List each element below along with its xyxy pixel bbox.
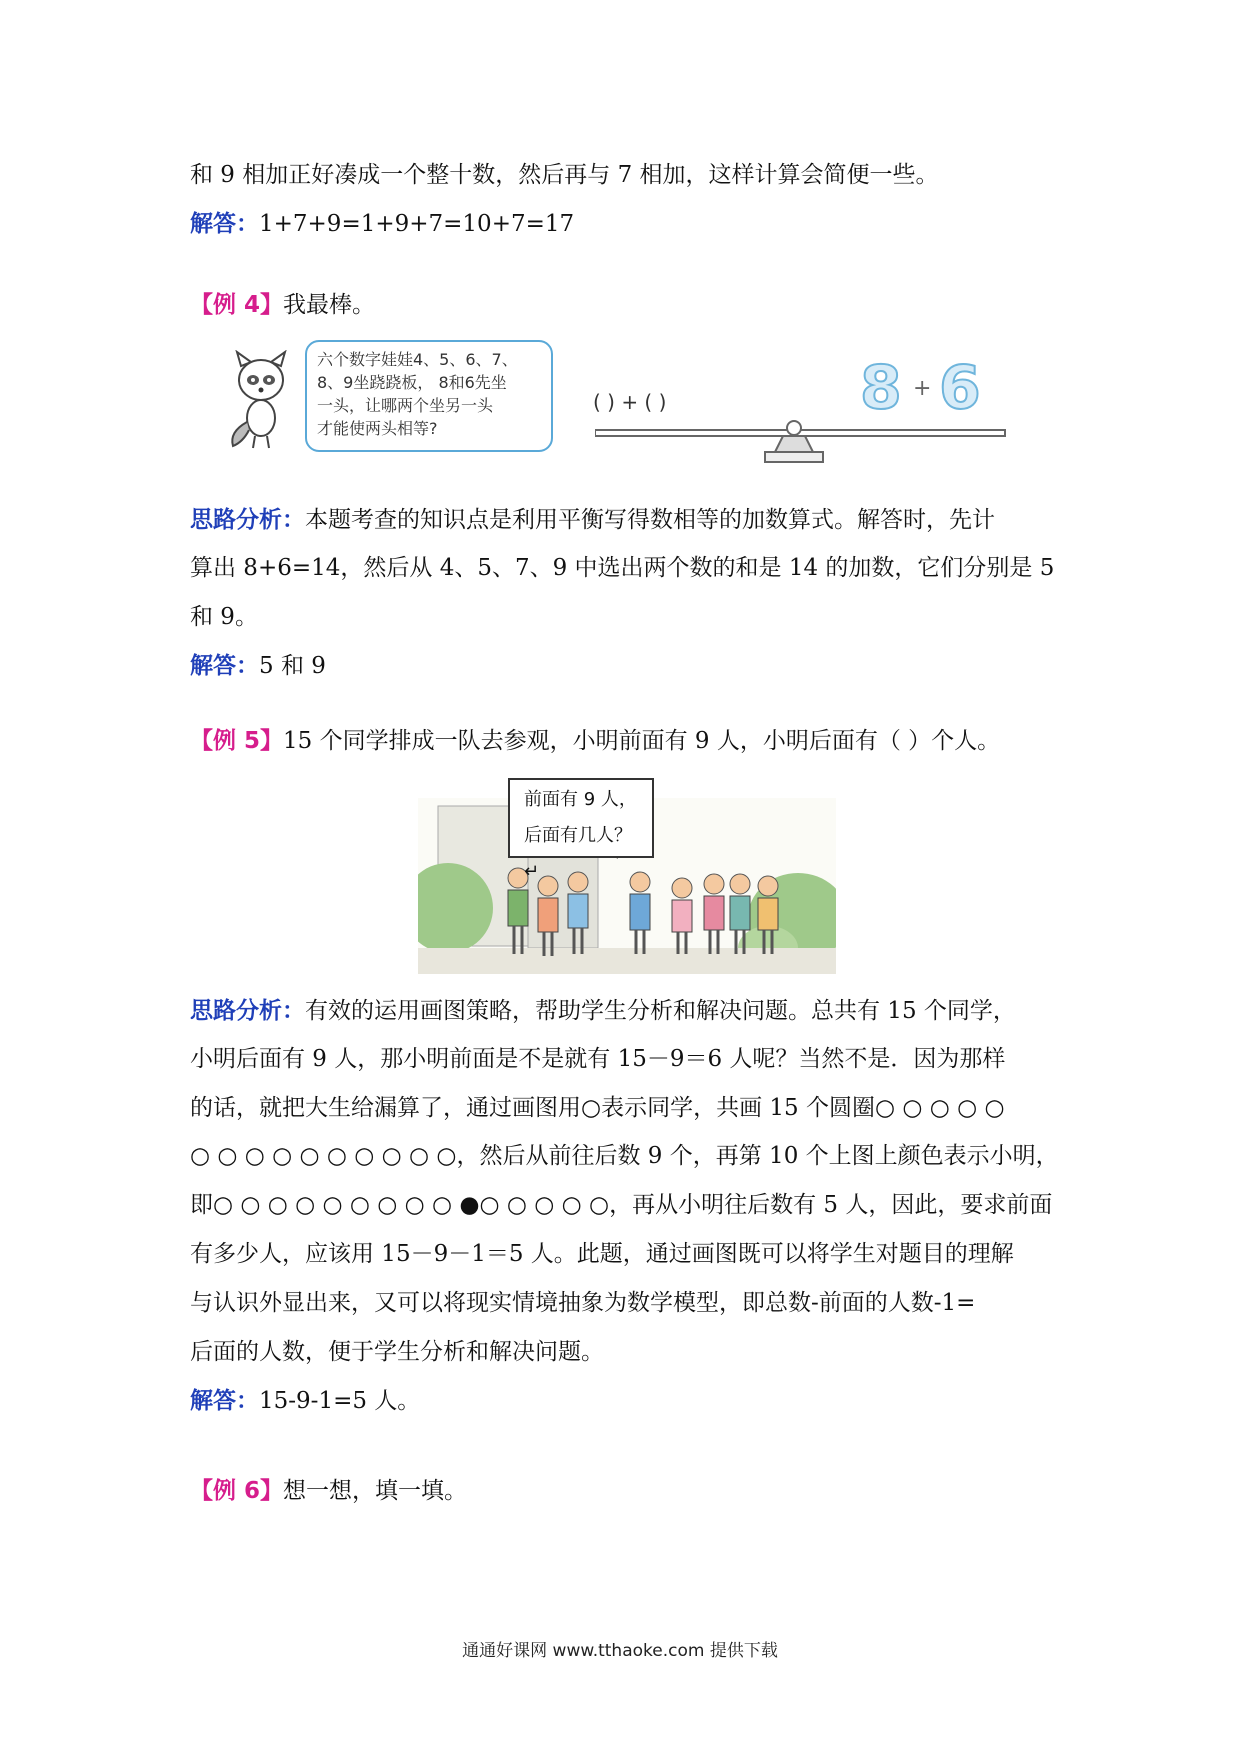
answer-label: 解答： [190, 653, 259, 679]
analysis-5-line-1 [190, 996, 1016, 1026]
analysis-label: 思路分析： [190, 507, 305, 533]
example-label: 【例 6】 [190, 1478, 284, 1504]
footer: 通通好课网 www.tthaoke.com 提供下载 [462, 1641, 778, 1661]
answer-1 [190, 209, 574, 239]
analysis-text: 后面的人数，便于学生分析和解决问题。 [190, 1339, 604, 1365]
question-bubble: 六个数字娃娃4、5、6、7、 8、9坐跷跷板， 8和6先坐 一头，让哪两个坐另一头 才能使两头相等? [305, 340, 553, 452]
analysis-text: 即○ ○ ○ ○ ○ ○ ○ ○ ○ ●○ ○ ○ ○ ○，再从小明往后数有 5 人，因此，要求前面 [190, 1192, 1053, 1218]
analysis-text: 算出 8+6=14，然后从 4、5、7、9 中选出两个数的和是 14 的加数，它们分别是 5 [190, 555, 1055, 581]
analysis-text: 本题考查的知识点是利用平衡写得数相等的加数算式。解答时，先计 [305, 507, 995, 533]
example-text: 15 个同学排成一队去参观，小明前面有 9 人，小明后面有（ ）个人。 [283, 728, 1001, 754]
seesaw-figure [225, 340, 1015, 475]
example-label: 【例 5】 [190, 728, 284, 754]
example-4-heading [190, 290, 375, 320]
number-8-doll: 8 [860, 353, 902, 423]
analysis-5-line-3 [190, 1093, 1005, 1123]
example-5-heading [190, 726, 1000, 756]
queue-illustration [418, 778, 836, 974]
analysis-5-line-6 [190, 1239, 1014, 1269]
answer-5 [190, 1386, 420, 1416]
example-label: 【例 4】 [190, 292, 284, 318]
example-6-heading [190, 1476, 467, 1506]
blank-expression: ( ) + ( ) [593, 390, 667, 414]
analysis-4-line-2 [190, 553, 1054, 583]
analysis-5-line-8 [190, 1337, 604, 1367]
example-text: 我最棒。 [283, 292, 376, 318]
analysis-text: 有效的运用画图策略，帮助学生分析和解决问题。总共有 15 个同学， [305, 998, 1016, 1024]
analysis-4-line-3 [190, 602, 258, 632]
number-6-doll: 6 [939, 353, 981, 423]
answer-4 [190, 651, 326, 681]
analysis-text: 和 9。 [190, 604, 258, 630]
analysis-5-line-5 [190, 1190, 1052, 1220]
analysis-5-line-2 [190, 1044, 1005, 1074]
analysis-label: 思路分析： [190, 998, 305, 1024]
analysis-4-line-1 [190, 505, 995, 535]
continuation-text: 和 9 相加正好凑成一个整十数，然后再与 7 相加，这样计算会简便一些。 [190, 162, 939, 188]
raccoon-icon [225, 350, 295, 450]
answer-text: 15-9-1=5 人。 [259, 1388, 421, 1414]
analysis-text: 与认识外显出来，又可以将现实情境抽象为数学模型，即总数-前面的人数-1= [190, 1290, 976, 1316]
answer-text: 5 和 9 [259, 653, 326, 679]
analysis-text: ○ ○ ○ ○ ○ ○ ○ ○ ○ ○，然后从前往后数 9 个，再第 10 个上图上颜色表示小明， [190, 1143, 1059, 1169]
analysis-5-line-4 [190, 1141, 1059, 1171]
analysis-text: 的话，就把大生给漏算了，通过画图用○表示同学，共画 15 个圆圈○ ○ ○ ○ ○ [190, 1095, 1005, 1121]
analysis-text: 小明后面有 9 人，那小明前面是不是就有 15－9＝6 人呢？当然不是．因为那样 [190, 1046, 1006, 1072]
answer-label: 解答： [190, 1388, 259, 1414]
paragraph-continuation [190, 160, 939, 190]
answer-text: 1+7+9=1+9+7=10+7=17 [259, 211, 575, 237]
plus-sign: + [913, 376, 932, 401]
analysis-text: 有多少人，应该用 15－9－1＝5 人。此题，通过画图既可以将学生对题目的理解 [190, 1241, 1014, 1267]
analysis-5-line-7 [190, 1288, 975, 1318]
answer-label: 解答： [190, 211, 259, 237]
speech-box: 前面有 9 人， 后面有几人？↵ [508, 778, 654, 858]
example-text: 想一想，填一填。 [283, 1478, 468, 1504]
